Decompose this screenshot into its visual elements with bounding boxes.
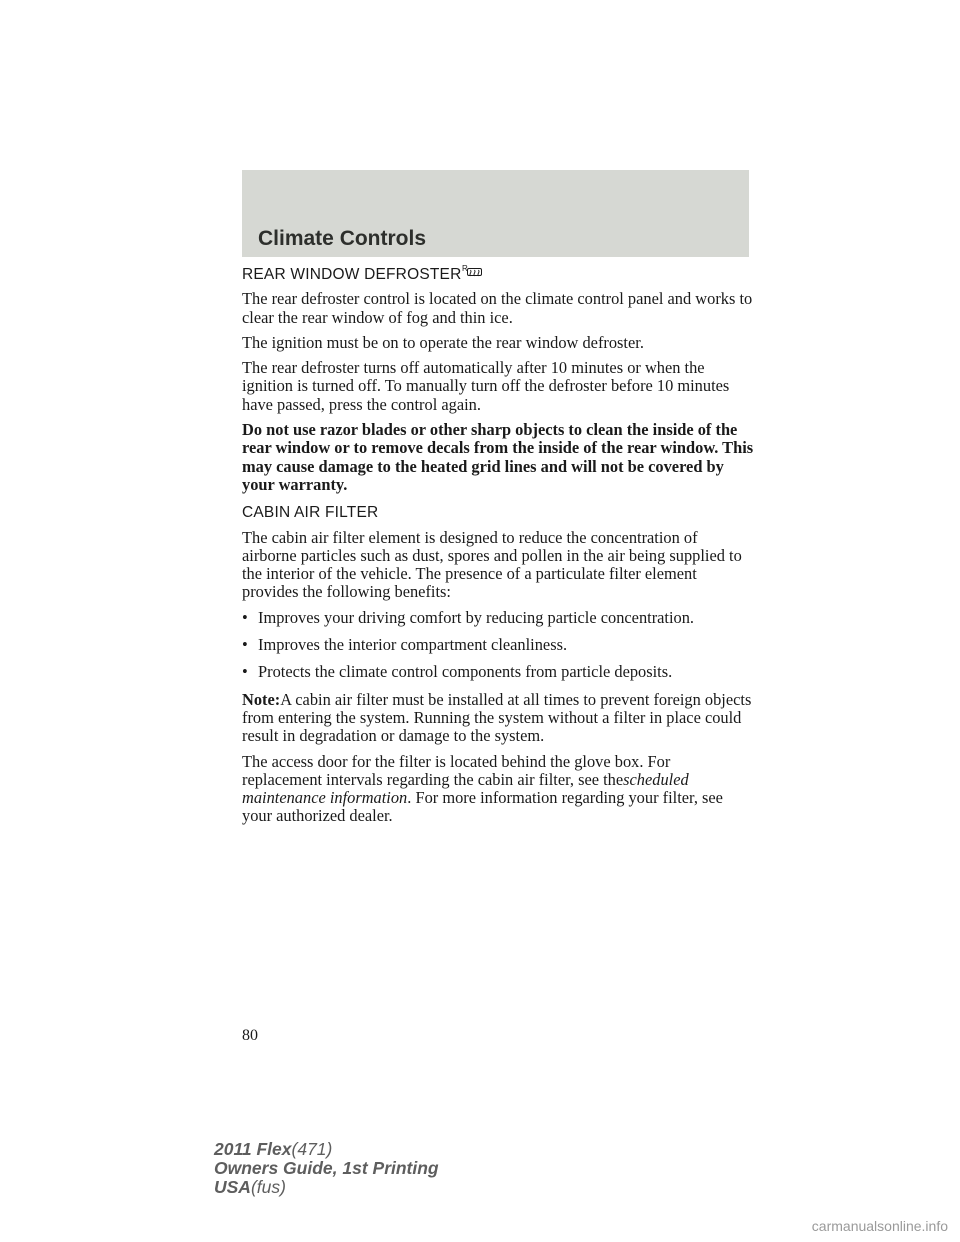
benefits-list xyxy=(242,609,754,682)
footer-region: USA xyxy=(214,1177,251,1197)
watermark: carmanualsonline.info xyxy=(811,1218,948,1234)
defroster-ignition-paragraph: The ignition must be on to operate the rear window defroster. xyxy=(242,332,644,352)
bullet-icon: • xyxy=(242,662,248,682)
footer-line-region xyxy=(214,1178,439,1197)
chapter-title: Climate Controls xyxy=(258,227,427,250)
note-paragraph xyxy=(242,691,754,746)
footer-region-code: (fus) xyxy=(250,1177,286,1197)
section-header-band xyxy=(242,170,749,257)
cabin-air-filter-heading-text: CABIN AIR FILTER xyxy=(242,504,379,522)
bullet-icon: • xyxy=(242,607,248,627)
footer-line-edition: Owners Guide, 1st Printing xyxy=(214,1158,439,1178)
list-item xyxy=(242,663,754,681)
rear-defroster-heading-text: REAR WINDOW DEFROSTER xyxy=(242,266,462,283)
defroster-auto-off-paragraph: The rear defroster turns off automatically after 10 minutes or when the ignition is turned off. To manually turn off the defroster before 10 minutes have passed, press the control again. xyxy=(242,358,730,414)
list-item-text: Improves the interior compartment cleanliness. xyxy=(258,635,568,655)
note-text: A cabin air filter must be installed at all times to prevent foreign objects from entering the system. Running the system without a filter in place could result in degradation or damage to the system. xyxy=(242,689,752,746)
page-number: 80 xyxy=(242,1027,258,1044)
print-footer xyxy=(214,1140,439,1197)
defroster-warning: Do not use razor blades or other sharp objects to clean the inside of the rear window or to remove decals from the inside of the rear window. This may cause damage to the heated grid lines and will not be covered by your warranty. xyxy=(242,420,754,494)
defroster-location-paragraph: The rear defroster control is located on the climate control panel and works to clear the rear window of fog and thin ice. xyxy=(242,289,753,327)
cabin-filter-intro-paragraph: The cabin air filter element is designed to reduce the concentration of airborne particles such as dust, spores and pollen in the air being supplied to the interior of the vehicle. The presence of a particulate filter element provides the following benefits: xyxy=(242,527,742,602)
scheduled-maintenance-reference: scheduled maintenance information xyxy=(242,769,689,808)
bullet-icon: • xyxy=(242,635,248,655)
rear-defrost-icon xyxy=(462,264,484,280)
access-text-before: The access door for the filter is located behind the glove box. For replacement intervals regarding the cabin air filter, see the xyxy=(242,751,671,789)
footer-model: 2011 Flex xyxy=(214,1139,292,1159)
footer-model-code: (471) xyxy=(291,1139,333,1159)
page-content xyxy=(242,266,754,833)
list-item-text: Protects the climate control components from particle deposits. xyxy=(258,662,673,682)
rear-defroster-heading xyxy=(242,266,754,284)
list-item xyxy=(242,609,754,627)
rear-defrost-icon-letter: R xyxy=(462,264,469,274)
list-item xyxy=(242,636,754,654)
note-label: Note: xyxy=(242,689,281,709)
list-item-text: Improves your driving comfort by reducing particle concentration. xyxy=(258,607,695,627)
cabin-air-filter-heading xyxy=(242,504,754,522)
access-text-after: . For more information regarding your filter, see your authorized dealer. xyxy=(242,788,723,826)
footer-line-model xyxy=(214,1140,439,1159)
access-door-paragraph xyxy=(242,753,754,826)
